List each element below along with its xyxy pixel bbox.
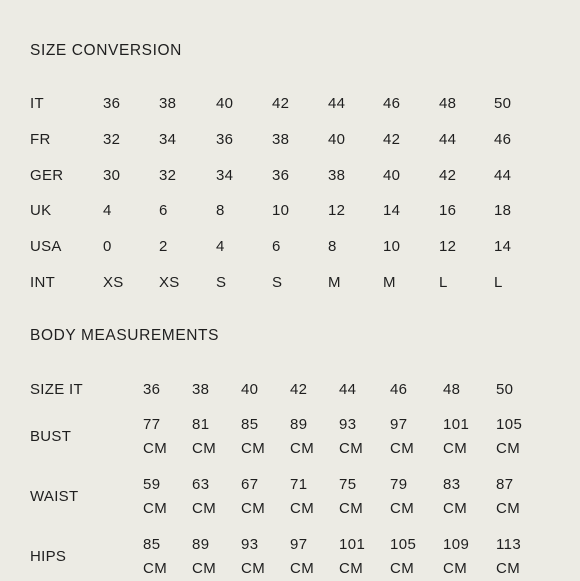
row-label: USA — [30, 238, 62, 255]
table-cell: 0 — [103, 238, 112, 255]
measurement-value: 63 — [192, 476, 210, 493]
measurement-value: 93 — [241, 536, 259, 553]
table-cell: 10 — [383, 238, 401, 255]
table-cell: 14 — [494, 238, 512, 255]
measurement-unit: CM — [143, 560, 168, 577]
table-cell: 14 — [383, 202, 401, 219]
row-label: HIPS — [30, 548, 67, 565]
measurement-cell — [443, 473, 467, 521]
measurement-unit: CM — [496, 440, 521, 457]
measurement-unit: CM — [290, 500, 315, 517]
measurement-unit: CM — [143, 500, 168, 517]
table-cell: 40 — [241, 381, 259, 398]
table-cell: XS — [159, 274, 180, 291]
measurement-unit: CM — [192, 500, 217, 517]
row-label: IT — [30, 95, 44, 112]
measurement-cell — [143, 533, 167, 581]
measurement-unit: CM — [241, 440, 266, 457]
table-cell: 38 — [192, 381, 210, 398]
table-cell: 44 — [328, 95, 346, 112]
measurement-cell — [339, 473, 363, 521]
measurement-value: 83 — [443, 476, 461, 493]
measurement-unit: CM — [339, 500, 364, 517]
measurement-cell — [241, 413, 265, 461]
table-cell: 50 — [494, 95, 512, 112]
measurement-unit: CM — [192, 560, 217, 577]
table-cell: 48 — [443, 381, 461, 398]
table-cell: 32 — [103, 131, 121, 148]
measurement-cell — [143, 473, 167, 521]
table-cell: S — [272, 274, 283, 291]
table-cell: 44 — [339, 381, 357, 398]
measurement-value: 105 — [496, 416, 523, 433]
measurement-value: 85 — [241, 416, 259, 433]
table-cell: S — [216, 274, 227, 291]
measurement-value: 59 — [143, 476, 161, 493]
table-cell: 38 — [159, 95, 177, 112]
table-cell: 40 — [383, 167, 401, 184]
measurement-value: 85 — [143, 536, 161, 553]
table-cell: 36 — [272, 167, 290, 184]
table-cell: 12 — [328, 202, 346, 219]
table-cell: L — [439, 274, 448, 291]
measurement-cell — [496, 473, 520, 521]
table-cell: 2 — [159, 238, 168, 255]
table-cell: 42 — [383, 131, 401, 148]
table-cell: M — [328, 274, 341, 291]
measurement-unit: CM — [390, 440, 415, 457]
table-cell: 48 — [439, 95, 457, 112]
table-cell: 16 — [439, 202, 457, 219]
measurement-cell — [339, 413, 363, 461]
measurement-unit: CM — [339, 560, 364, 577]
measurement-cell — [339, 533, 365, 581]
table-cell: 42 — [272, 95, 290, 112]
measurement-unit: CM — [339, 440, 364, 457]
table-cell: 38 — [272, 131, 290, 148]
table-cell: M — [383, 274, 396, 291]
table-cell: 34 — [216, 167, 234, 184]
table-cell: 12 — [439, 238, 457, 255]
measurement-cell — [192, 473, 216, 521]
measurement-unit: CM — [443, 440, 468, 457]
measurement-value: 67 — [241, 476, 259, 493]
measurement-value: 93 — [339, 416, 357, 433]
table-cell: 42 — [290, 381, 308, 398]
measurement-value: 71 — [290, 476, 308, 493]
table-cell: 36 — [143, 381, 161, 398]
measurement-value: 105 — [390, 536, 417, 553]
row-label: UK — [30, 202, 52, 219]
table-cell: 30 — [103, 167, 121, 184]
measurement-cell — [192, 413, 216, 461]
measurement-value: 77 — [143, 416, 161, 433]
measurement-value: 101 — [339, 536, 366, 553]
measurement-cell — [496, 533, 521, 581]
table-cell: 10 — [272, 202, 290, 219]
table-cell: XS — [103, 274, 124, 291]
measurement-cell — [241, 533, 265, 581]
measurement-unit: CM — [390, 560, 415, 577]
measurement-cell — [290, 473, 314, 521]
measurement-cell — [496, 413, 522, 461]
measurement-cell — [143, 413, 167, 461]
size-conversion-title: SIZE CONVERSION — [30, 42, 182, 59]
table-cell: 42 — [439, 167, 457, 184]
measurement-value: 97 — [390, 416, 408, 433]
measurement-unit: CM — [143, 440, 168, 457]
table-cell: L — [494, 274, 503, 291]
row-label: FR — [30, 131, 51, 148]
measurement-unit: CM — [241, 560, 266, 577]
measurement-cell — [443, 413, 469, 461]
measurement-unit: CM — [192, 440, 217, 457]
row-label: SIZE IT — [30, 381, 83, 398]
measurement-value: 113 — [496, 536, 522, 553]
table-cell: 6 — [159, 202, 168, 219]
table-cell: 36 — [103, 95, 121, 112]
table-cell: 38 — [328, 167, 346, 184]
measurement-unit: CM — [290, 440, 315, 457]
measurement-unit: CM — [241, 500, 266, 517]
measurement-unit: CM — [390, 500, 415, 517]
table-cell: 4 — [103, 202, 112, 219]
row-label: BUST — [30, 428, 72, 445]
table-cell: 50 — [496, 381, 514, 398]
table-cell: 8 — [328, 238, 337, 255]
measurement-value: 79 — [390, 476, 408, 493]
measurement-cell — [390, 533, 416, 581]
measurement-value: 89 — [192, 536, 210, 553]
table-cell: 34 — [159, 131, 177, 148]
measurement-value: 81 — [192, 416, 210, 433]
table-cell: 6 — [272, 238, 281, 255]
measurement-value: 101 — [443, 416, 470, 433]
table-cell: 36 — [216, 131, 234, 148]
row-label: GER — [30, 167, 64, 184]
table-cell: 4 — [216, 238, 225, 255]
measurement-unit: CM — [496, 560, 521, 577]
table-cell: 44 — [494, 167, 512, 184]
measurement-value: 75 — [339, 476, 357, 493]
measurement-value: 87 — [496, 476, 514, 493]
table-cell: 46 — [494, 131, 512, 148]
row-label: INT — [30, 274, 56, 291]
table-cell: 46 — [383, 95, 401, 112]
table-cell: 18 — [494, 202, 512, 219]
measurement-unit: CM — [443, 500, 468, 517]
measurement-unit: CM — [496, 500, 521, 517]
measurement-unit: CM — [290, 560, 315, 577]
measurement-cell — [390, 473, 414, 521]
table-cell: 44 — [439, 131, 457, 148]
table-cell: 46 — [390, 381, 408, 398]
measurement-cell — [290, 533, 314, 581]
measurement-cell — [241, 473, 265, 521]
measurement-value: 97 — [290, 536, 308, 553]
table-cell: 40 — [216, 95, 234, 112]
measurement-unit: CM — [443, 560, 468, 577]
row-label: WAIST — [30, 488, 79, 505]
measurement-cell — [390, 413, 414, 461]
measurement-cell — [290, 413, 314, 461]
measurement-value: 109 — [443, 536, 470, 553]
measurement-value: 89 — [290, 416, 308, 433]
body-measurements-title: BODY MEASUREMENTS — [30, 327, 220, 344]
measurement-cell — [443, 533, 469, 581]
table-cell: 8 — [216, 202, 225, 219]
measurement-cell — [192, 533, 216, 581]
table-cell: 32 — [159, 167, 177, 184]
table-cell: 40 — [328, 131, 346, 148]
